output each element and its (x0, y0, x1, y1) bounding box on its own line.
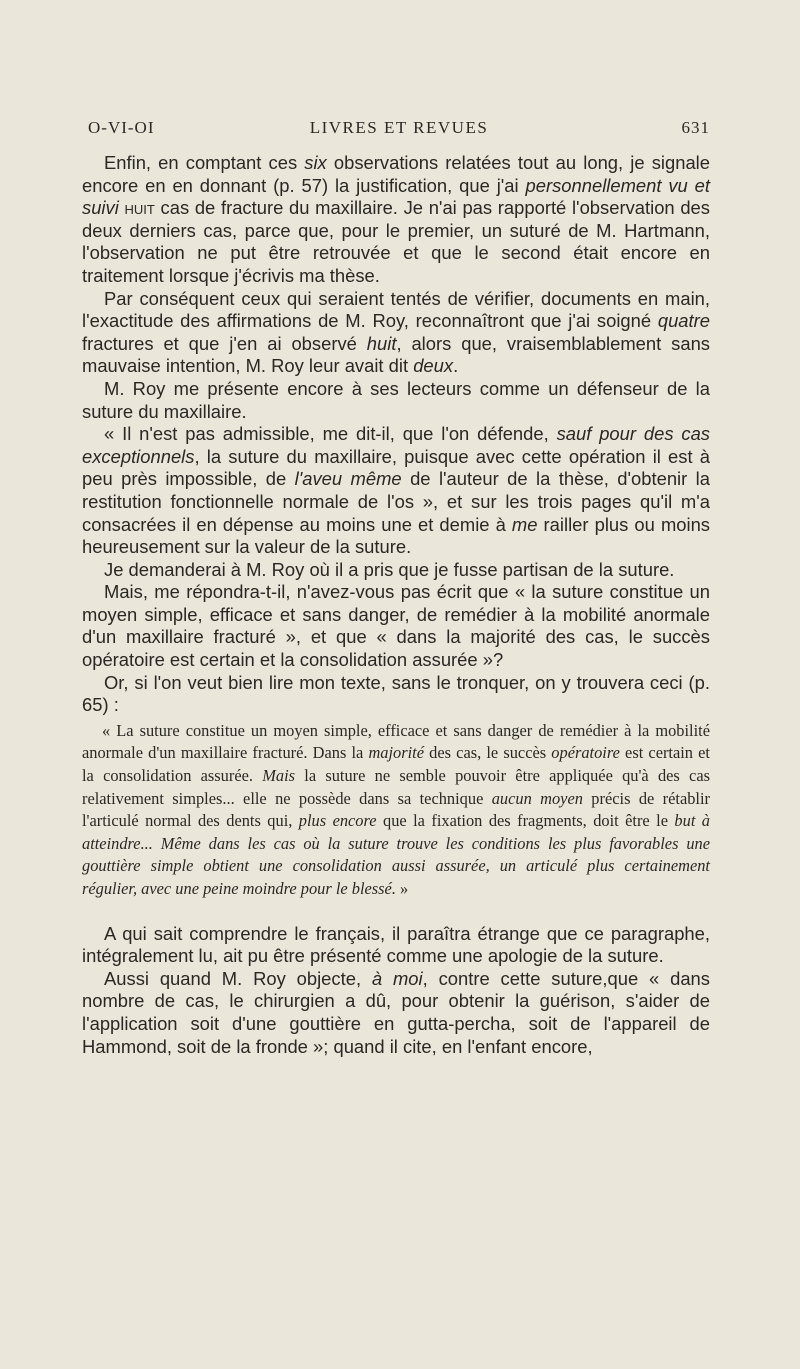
italic-run: huit (366, 332, 397, 354)
italic-run: plus encore (298, 811, 377, 831)
italic-run: à moi (371, 967, 423, 989)
quote-paragraph (82, 720, 710, 901)
text-run: . (453, 355, 459, 377)
italic-run: deux (413, 355, 454, 377)
paragraph (82, 378, 710, 423)
text-run: Par conséquent ceux qui seraient tentés de vérifier, documents en main, l'exactitude des affirmations de M. Roy, reconnaîtront que j'ai soigné (82, 287, 710, 332)
header-section-title: LIVRES ET REVUES (309, 118, 489, 137)
text-run: de l'auteur de la thèse, d'obtenir la restitution fonctionnelle normale de l'os », et sur les trois pages qu'il m'a consacrées il en dépense au moins une et demie à (82, 468, 711, 535)
text-run: que la fixation des fragments, doit être le (376, 811, 675, 831)
paragraph (82, 423, 710, 559)
italic-run: but à atteindre... Même dans les cas où la suture trouve les conditions les plus favorables une gouttière simple obtient une consolidation aussi assurée, un articulé plus certainement régulier, avec une peine moindre pour le blessé. (82, 811, 711, 898)
paragraphs (82, 152, 710, 717)
text-run: Aussi quand M. Roy objecte, (104, 967, 372, 989)
text-run: Enfin, en comptant ces (104, 152, 305, 173)
italic-run: me (511, 513, 538, 535)
text-run: des cas, le succès (424, 743, 552, 763)
article-body (82, 152, 710, 1058)
text-run: Or, si l'on veut bien lire mon texte, sans le tronquer, on y trouvera ceci (p. 65) : (82, 671, 710, 716)
text-run: , contre cette suture,que « dans nombre de cas, le chirurgien a dû, pour obtenir la guérison, s'aider de l'application soit d'une gouttière en gutta-percha, soit de l'appareil de Hammond, soit de la fronde »; quand il cite, en l'enfant encore, (82, 967, 710, 1057)
text-run: « Il n'est pas admissible, me dit-il, que l'on défende, (104, 423, 557, 445)
text-run: observations relatées tout au long, je signale encore en en donnant (p. 57) la justification, que j'ai (82, 152, 710, 196)
paragraph (82, 559, 710, 582)
italic-run: opératoire (551, 743, 620, 763)
italic-run: six (304, 152, 327, 173)
text-run: Mais, me répondra-t-il, n'avez-vous pas écrit que « la suture constitue un moyen simple, efficace et sans danger, de remédier à la mobilité anormale d'un maxillaire fracturé », et que « dans la majorité des cas, le succès opératoire est certain et la consolidation assurée »? (82, 581, 710, 671)
text-run: précis de rétablir l'articulé normal des dents qui, (82, 788, 710, 831)
header-issue-number: O-VI-OI (88, 118, 155, 137)
paragraph (82, 152, 710, 288)
italic-run: quatre (657, 310, 710, 332)
text-run: M. Roy me présente encore à ses lecteurs comme un défenseur de la suture du maxillaire. (82, 377, 710, 422)
italic-run: sauf pour des cas exceptionnels (82, 423, 710, 467)
text-run: A qui sait comprendre le français, il paraîtra étrange que ce paragraphe, intégralement lu, ait pu être présenté comme une apologie de la suture. (82, 922, 710, 967)
paragraph (82, 288, 710, 378)
italic-run: Mais (262, 766, 296, 786)
text-run: fractures et que j'en ai observé (82, 332, 367, 354)
text-run: cas de fracture du maxillaire. Je n'ai pas rapporté l'observation des deux derniers cas, parce que, pour le premier, un suturé de M. Hartmann, l'observation ne put être retrouvée et que le second était encore en traitement lorsque j'écrivis ma thèse. (82, 197, 710, 286)
paragraph (82, 672, 710, 717)
italic-run: personnellement vu et suivi (82, 174, 710, 219)
text-run: » (395, 879, 409, 898)
page-number: 631 (681, 118, 710, 137)
paragraph (82, 923, 710, 968)
text-run: railler plus ou moins heureusement sur la valeur de la suture. (82, 513, 711, 558)
italic-run: majorité (368, 743, 425, 763)
block-quote (82, 720, 710, 901)
text-run: , la suture du maxillaire, puisque avec cette opération il est à peu près impossible, de (82, 445, 710, 490)
paragraph (82, 581, 710, 671)
text-run: , alors que, vraisemblablement sans mauvaise intention, M. Roy leur avait dit (82, 332, 711, 377)
closing-paragraphs (82, 923, 710, 1059)
italic-run: l'aveu même (294, 468, 402, 490)
small-caps-run: huit (124, 197, 155, 219)
text-run: Je demanderai à M. Roy où il a pris que je fusse partisan de la suture. (104, 558, 675, 580)
paragraph (82, 968, 710, 1058)
text-run: est certain et la consolidation assurée. (82, 743, 710, 786)
text-run: la suture ne semble pouvoir être appliquée qu'à des cas relativement simples... elle ne possède dans sa technique (82, 766, 710, 808)
text-run: « La suture constitue un moyen simple, efficace et sans danger de remédier à la mobilité anormale d'un maxillaire fracturé. Dans la (82, 720, 710, 763)
italic-run: aucun moyen (491, 788, 583, 808)
